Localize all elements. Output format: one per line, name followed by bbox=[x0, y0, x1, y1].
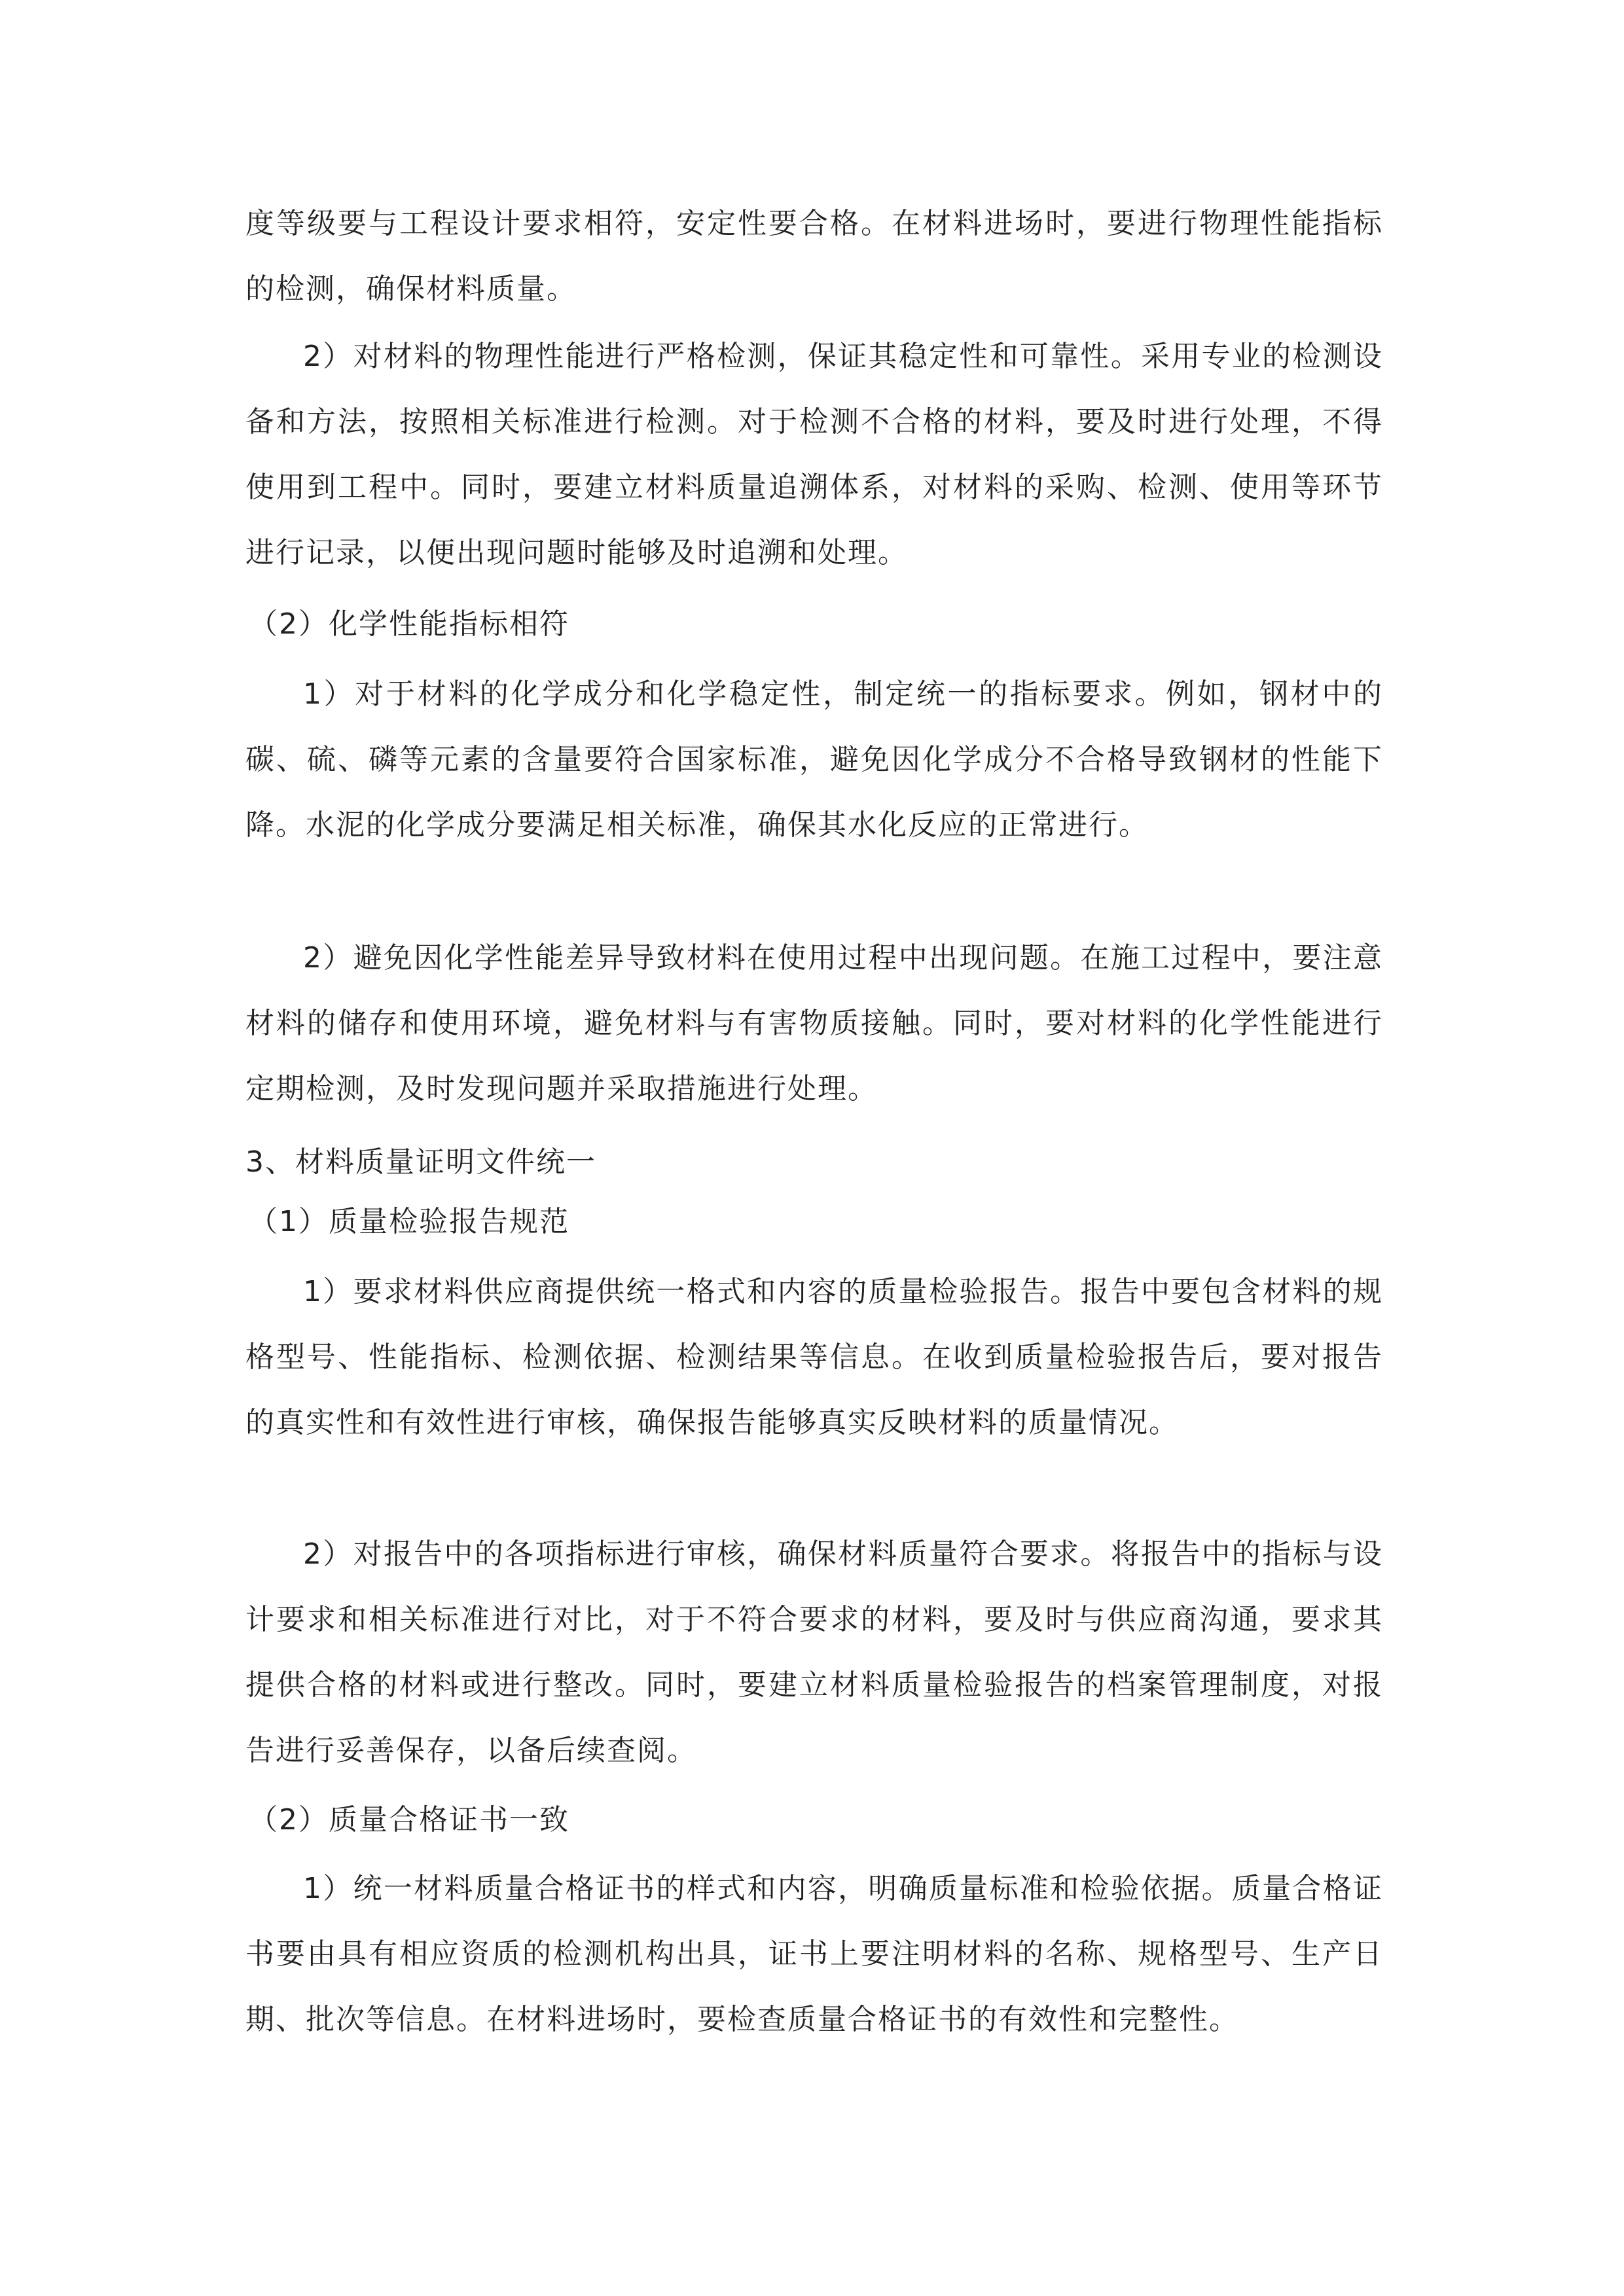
heading-quality-documents: 3、材料质量证明文件统一 bbox=[245, 1145, 596, 1179]
heading-inspection-report: （1）质量检验报告规范 bbox=[249, 1205, 569, 1238]
paragraph-chemical-problems: 2）避免因化学性能差异导致材料在使用过程中出现问题。在施工过程中，要注意材料的储存和使用环境，避免材料与有害物质接触。同时，要对材料的化学性能进行定期检测，及时发现问题并采取措施进行处理。 bbox=[245, 941, 1383, 1105]
paragraph-report-review: 2）对报告中的各项指标进行审核，确保材料质量符合要求。将报告中的指标与设计要求和相关标准进行对比，对于不符合要求的材料，要及时与供应商沟通，要求其提供合格的材料或进行整改。同时，要建立材料质量检验报告的档案管理制度，对报告进行妥善保存，以备后续查阅。 bbox=[245, 1537, 1383, 1767]
heading-certificate-consistency: （2）质量合格证书一致 bbox=[249, 1803, 569, 1837]
paragraph-report-format: 1）要求材料供应商提供统一格式和内容的质量检验报告。报告中要包含材料的规格型号、性能指标、检测依据、检测结果等信息。在收到质量检验报告后，要对报告的真实性和有效性进行审核，确保报告能够真实反映材料的质量情况。 bbox=[245, 1275, 1383, 1439]
paragraph-physical-continuation: 度等级要与工程设计要求相符，安定性要合格。在材料进场时，要进行物理性能指标的检测，确保材料质量。 bbox=[245, 207, 1383, 306]
heading-chemical-indicators: （2）化学性能指标相符 bbox=[249, 607, 569, 641]
paragraph-physical-testing: 2）对材料的物理性能进行严格检测，保证其稳定性和可靠性。采用专业的检测设备和方法，按照相关标准进行检测。对于检测不合格的材料，要及时进行处理，不得使用到工程中。同时，要建立材料质量追溯体系，对材料的采购、检测、使用等环节进行记录，以便出现问题时能够及时追溯和处理。 bbox=[245, 340, 1383, 569]
paragraph-chemical-requirements: 1）对于材料的化学成分和化学稳定性，制定统一的指标要求。例如，钢材中的碳、硫、磷等元素的含量要符合国家标准，避免因化学成分不合格导致钢材的性能下降。水泥的化学成分要满足相关标准，确保其水化反应的正常进行。 bbox=[245, 677, 1383, 842]
paragraph-certificate-format: 1）统一材料质量合格证书的样式和内容，明确质量标准和检验依据。质量合格证书要由具有相应资质的检测机构出具，证书上要注明材料的名称、规格型号、生产日期、批次等信息。在材料进场时，要检查质量合格证书的有效性和完整性。 bbox=[245, 1872, 1383, 2036]
